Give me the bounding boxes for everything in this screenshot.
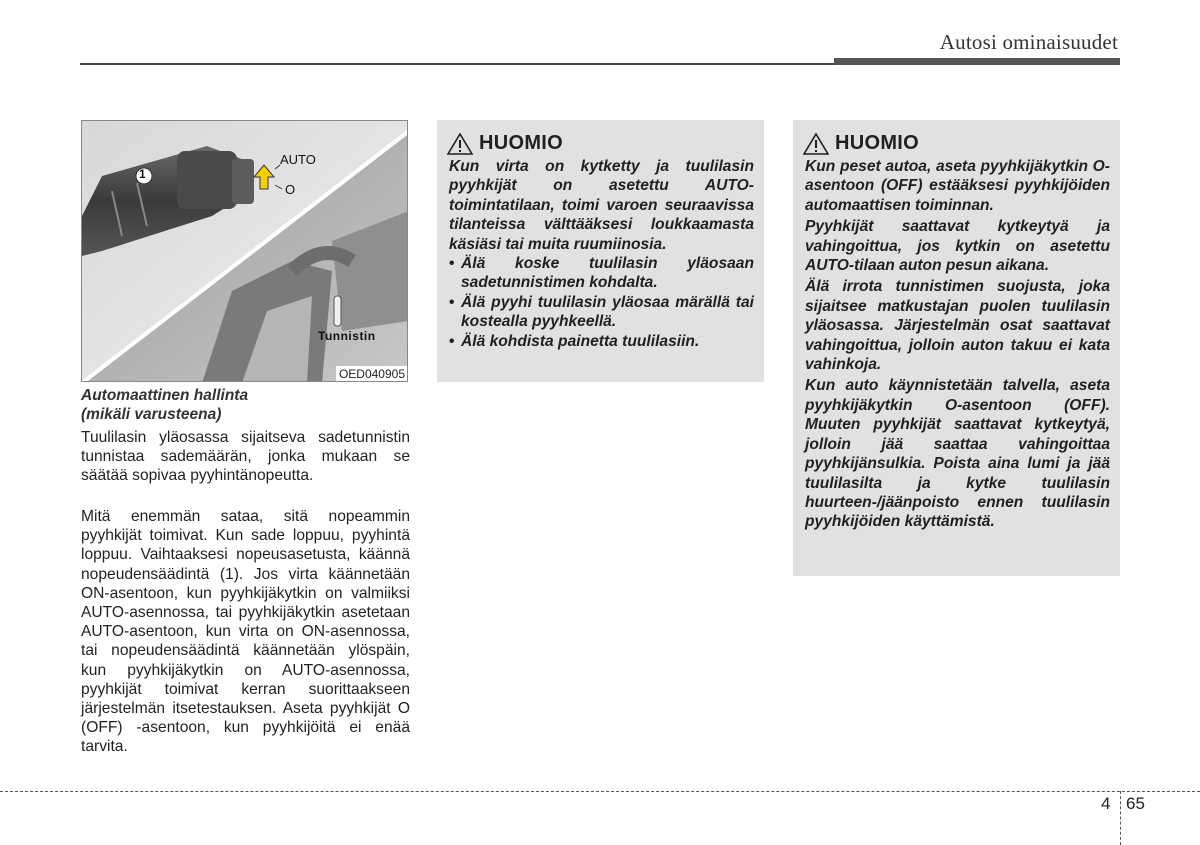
caution-bullet: • Älä pyyhi tuulilasin yläosaa märällä tai kostealla pyyhkeellä.	[449, 293, 754, 332]
caution-intro: Kun virta on kytketty ja tuulilasin pyyhkijät on asetettu AUTO-toimintatilaan, toimi varoen seuraavissa tilanteissa välttääksesi loukkaamasta käsiäsi tai muita ruumiinosia.	[449, 158, 754, 253]
caution-header	[447, 132, 754, 155]
caption-line-1: Automaattinen hallinta	[81, 387, 249, 404]
caution-title: HUOMIO	[835, 132, 920, 154]
caution-bullet: • Älä kohdista painetta tuulilasiin.	[449, 332, 754, 351]
page-number: 65	[1126, 794, 1145, 813]
figure-label-auto: AUTO	[280, 152, 316, 167]
wiper-switch-illustration	[81, 120, 408, 382]
footer-divider	[1120, 791, 1121, 845]
caution-paragraph: Pyyhkijät saattavat kytkeytyä ja vahingoittua, jos kytkin on asetettu AUTO-tilaan auton pesun aikana.	[805, 218, 1110, 275]
figure-label-1: 1	[139, 167, 146, 181]
figure-code: OED040905	[336, 366, 407, 381]
caution-title: HUOMIO	[479, 132, 564, 154]
caution-paragraph: Kun auto käynnistetään talvella, aseta pyyhkijäkytkin O-asentoon (OFF). Muuten pyyhkijät saattavat kytkeytyä, jolloin jää saattaa vahingoittaa pyyhkijänsulkia. Poista aina lumi ja jää tuulilasilta ja kytke tuulilasin huurteen-/jäänpoisto ennen tuulilasin pyyhkijöiden käyttämistä.	[805, 377, 1110, 531]
caution-bullet-list	[449, 254, 754, 351]
caution-header	[803, 132, 1110, 155]
section-title: Autosi ominaisuudet	[939, 30, 1118, 54]
body-paragraph-1: Tuulilasin yläosassa sijaitseva sadetunnistin tunnistaa sademäärän, jonka mukaan se säätää sopivaa pyyhintänopeutta.	[81, 429, 410, 485]
caution-bullet: • Älä koske tuulilasin yläosaan sadetunnistimen kohdalta.	[449, 254, 754, 293]
footer-rule	[0, 791, 1200, 792]
warning-triangle-icon	[803, 133, 829, 155]
warning-triangle-icon	[447, 133, 473, 155]
caution-box-2	[793, 120, 1120, 576]
caution-box-1	[437, 120, 764, 382]
chapter-number: 4	[1101, 794, 1111, 813]
header-bar	[834, 58, 1120, 65]
figure-label-sensor: Tunnistin	[318, 329, 376, 343]
body-paragraph-2: Mitä enemmän sataa, sitä nopeammin pyyhkijät toimivat. Kun sade loppuu, pyyhintä loppuu. Vaihtaaksesi nopeusasetusta, käännä nopeudensäädintä (1). Jos virta käännetään ON-asentoon, kun pyyhkijäkytkin on valmiiksi AUTO-asennossa, tai pyyhkijäkytkin asetetaan AUTO-asentoon, kun virta on ON-asennossa, tai nopeudensäädintä käännetään ylöspäin, kun pyyhkijäkytkin on AUTO-asennossa, pyyhkijät toimivat kerran suorittaakseen järjestelmän itsetestauksen. Aseta pyyhkijät O (OFF) -asentoon, kun pyyhkijöitä ei enää tarvita.	[81, 508, 410, 756]
caution-paragraph: Kun peset autoa, aseta pyyhkijäkytkin O-asentoon (OFF) estääksesi pyyhkijöiden automaattisen toiminnan.	[805, 158, 1110, 214]
figure-label-o: O	[285, 182, 296, 197]
caution-paragraph: Älä irrota tunnistimen suojusta, joka sijaitsee matkustajan puolen tuulilasin yläosassa. Järjestelmän osat saattavat vahingoittua, jolloin auton takuu ei kata vahinkoja.	[805, 278, 1110, 374]
figure-caption	[81, 386, 411, 424]
caption-line-2: (mikäli varusteena)	[81, 406, 222, 423]
